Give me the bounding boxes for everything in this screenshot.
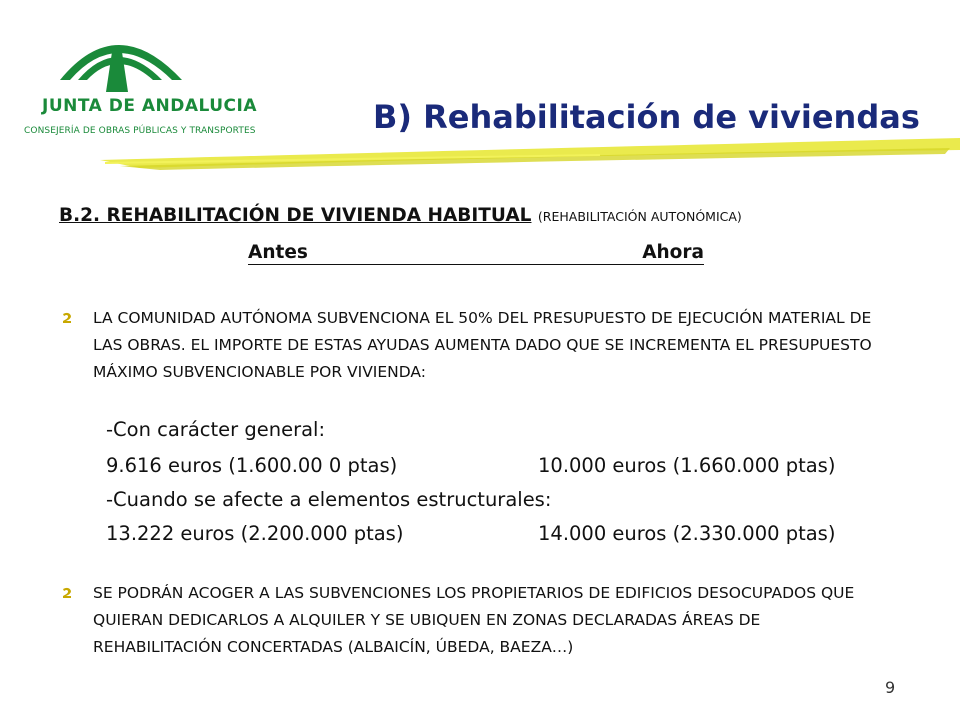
- bullet-icon: [59, 586, 77, 604]
- page-number: 9: [885, 678, 896, 697]
- col-before-label: Antes: [248, 242, 308, 263]
- logo-title: JUNTA DE ANDALUCIA: [42, 96, 257, 116]
- bullet-text: LA COMUNIDAD AUTÓNOMA SUBVENCIONA EL 50% DEL PRESUPUESTO DE EJECUCIÓN MATERIAL DE LAS OBRAS. EL IMPORTE DE ESTAS AYUDAS AUMENTA DADO QUE SE INCREMENTA EL PRESUPUESTO MÁXIMO SUBVENCIONABLE POR VIVIENDA:: [93, 309, 872, 381]
- comparison-header: [248, 240, 704, 265]
- bullet-icon: [59, 311, 77, 329]
- structural-label: -Cuando se afecte a elementos estructurales:: [106, 488, 552, 511]
- col-after-label: Ahora: [642, 242, 704, 263]
- section-heading-note: (REHABILITACIÓN AUTONÓMICA): [537, 209, 742, 224]
- structural-before-amount: 13.222 euros (2.200.000 ptas): [106, 522, 404, 545]
- yellow-swoosh-decoration: [100, 130, 960, 180]
- structural-after-amount: 14.000 euros (2.330.000 ptas): [538, 522, 836, 545]
- page-title: B) Rehabilitación de viviendas: [373, 98, 920, 136]
- bullet-text: SE PODRÁN ACOGER A LAS SUBVENCIONES LOS PROPIETARIOS DE EDIFICIOS DESOCUPADOS QUE QUIERAN DEDICARLOS A ALQUILER Y SE UBIQUEN EN ZONAS DECLARADAS ÁREAS DE REHABILITACIÓN CONCERTADAS (ALBAICÍN, ÚBEDA, BAEZA…): [93, 584, 855, 656]
- section-heading: [59, 205, 742, 226]
- general-label: -Con carácter general:: [106, 418, 326, 441]
- general-before-amount: 9.616 euros (1.600.00 0 ptas): [106, 454, 398, 477]
- general-after-amount: 10.000 euros (1.660.000 ptas): [538, 454, 836, 477]
- section-heading-main: B.2. REHABILITACIÓN DE VIVIENDA HABITUAL: [59, 205, 532, 226]
- logo-subtitle: CONSEJERÍA DE OBRAS PÚBLICAS Y TRANSPORTES: [24, 126, 256, 136]
